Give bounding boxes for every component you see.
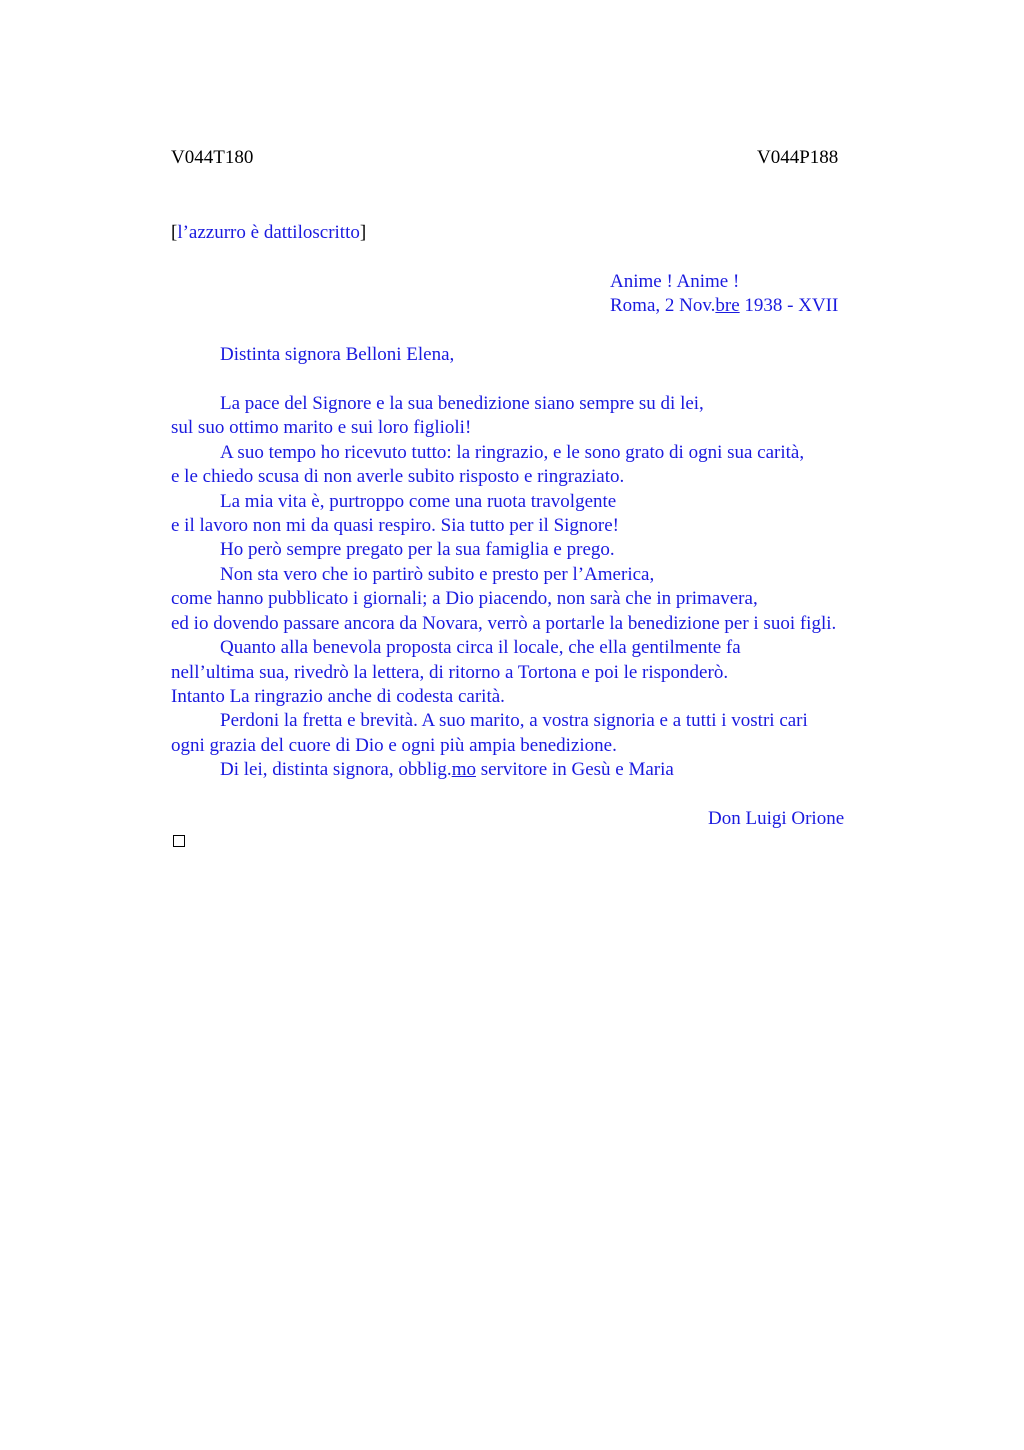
body-line: La pace del Signore e la sua benedizione siano sempre su di lei, bbox=[220, 393, 704, 414]
body-line: e le chiedo scusa di non averle subito risposto e ringraziato. bbox=[171, 466, 625, 487]
body-line: nell’ultima sua, rivedrò la lettera, di ritorno a Tortona e poi le risponderò. bbox=[171, 662, 729, 683]
body-line: ogni grazia del cuore di Dio e ogni più ampia benedizione. bbox=[171, 735, 617, 756]
closing-suffix: servitore in Gesù e Maria bbox=[475, 759, 674, 780]
body-line: sul suo ottimo marito e sui loro figlioli! bbox=[171, 417, 472, 438]
body-line: Non sta vero che io partirò subito e presto per l’America, bbox=[220, 564, 655, 585]
body-line: ed io dovendo passare ancora da Novara, verrò a portarle la benedizione per i suoi figli. bbox=[171, 613, 837, 634]
body-line: Ho però sempre pregato per la sua famiglia e prego. bbox=[220, 539, 615, 560]
body-line: Perdoni la fretta e brevità. A suo marito, a vostra signoria e a tutti i vostri cari bbox=[220, 710, 808, 731]
document-code-left: V044T180 bbox=[171, 147, 254, 168]
closing-prefix: Di lei, distinta signora, obblig. bbox=[220, 759, 452, 780]
document-code-right: V044P188 bbox=[757, 147, 839, 168]
note-text: l’azzurro è dattiloscritto bbox=[177, 222, 360, 243]
body-line: La mia vita è, purtroppo come una ruota travolgente bbox=[220, 491, 617, 512]
salutation: Distinta signora Belloni Elena, bbox=[220, 344, 455, 365]
body-line: come hanno pubblicato i giornali; a Dio piacendo, non sarà che in primavera, bbox=[171, 588, 758, 609]
body-line: Quanto alla benevola proposta circa il locale, che ella gentilmente fa bbox=[220, 637, 741, 658]
motto: Anime ! Anime ! bbox=[610, 271, 740, 292]
place-date-suffix: 1938 - XVII bbox=[739, 295, 839, 316]
signature: Don Luigi Orione bbox=[708, 808, 845, 829]
place-date-prefix: Roma, 2 Nov. bbox=[610, 295, 716, 316]
note-close-bracket: ] bbox=[359, 222, 367, 243]
note-open-bracket: [ bbox=[171, 222, 178, 243]
end-marker-checkbox-icon bbox=[173, 835, 185, 847]
body-line: Intanto La ringrazio anche di codesta carità. bbox=[171, 686, 505, 707]
place-date bbox=[610, 294, 838, 318]
body-line: e il lavoro non mi da quasi respiro. Sia tutto per il Signore! bbox=[171, 515, 620, 536]
closing-line bbox=[220, 758, 674, 782]
editorial-note bbox=[171, 221, 366, 245]
place-date-sup: bre bbox=[715, 295, 740, 316]
closing-sup: mo bbox=[451, 759, 476, 780]
body-line: A suo tempo ho ricevuto tutto: la ringrazio, e le sono grato di ogni sua carità, bbox=[220, 442, 805, 463]
